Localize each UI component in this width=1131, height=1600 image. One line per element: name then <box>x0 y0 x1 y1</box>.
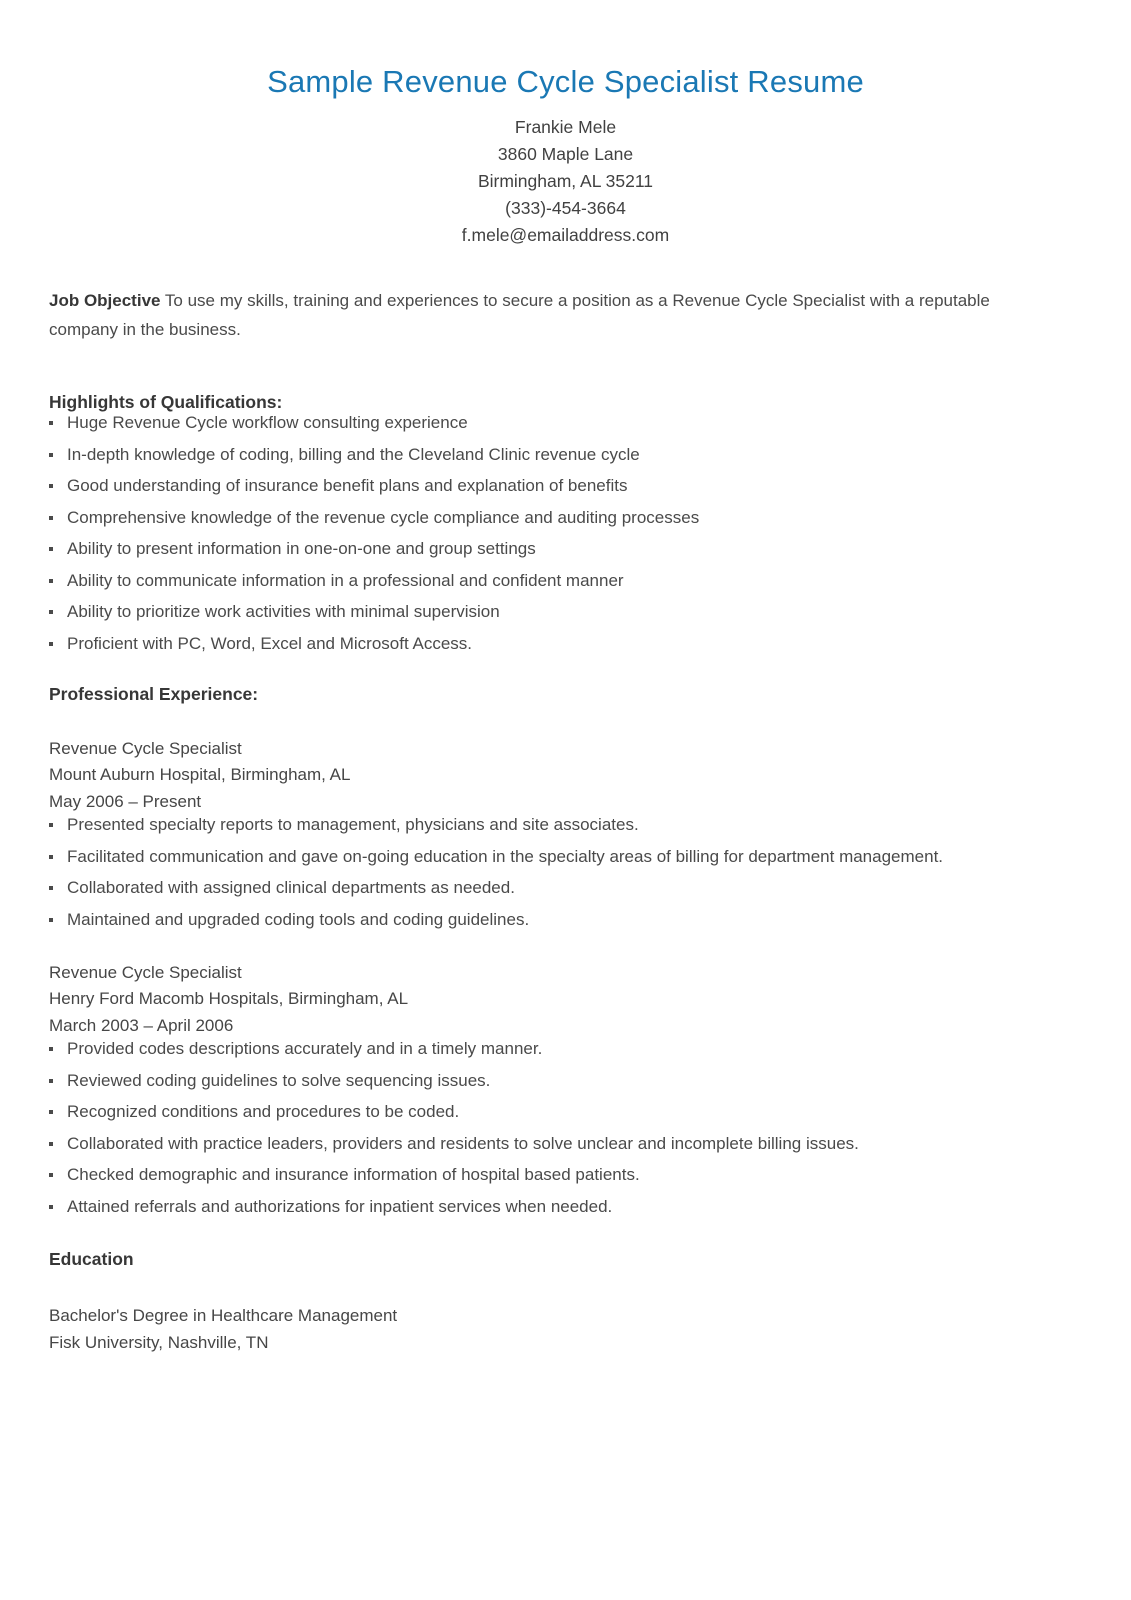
job-dates: May 2006 – Present <box>49 791 202 811</box>
job-duty-item: Collaborated with assigned clinical departments as needed. <box>49 878 1032 897</box>
qualification-item: Ability to prioritize work activities with minimal supervision <box>49 602 1032 621</box>
job-employer: Henry Ford Macomb Hospitals, Birmingham, AL <box>49 989 409 1008</box>
job-duty-item: Checked demographic and insurance information of hospital based patients. <box>49 1165 1032 1184</box>
qualification-item: In-depth knowledge of coding, billing and the Cleveland Clinic revenue cycle <box>49 445 1032 464</box>
qualifications-list <box>49 413 1032 653</box>
job-duties-list <box>49 815 1032 929</box>
job-duty-item: Reviewed coding guidelines to solve sequencing issues. <box>49 1071 1032 1090</box>
job-title: Revenue Cycle Specialist <box>49 738 242 758</box>
qualification-item: Ability to communicate information in a professional and confident manner <box>49 571 1032 590</box>
education-school: Fisk University, Nashville, TN <box>49 1332 269 1352</box>
job-duty-item: Maintained and upgraded coding tools and coding guidelines. <box>49 910 1032 929</box>
qualifications-heading: Highlights of Qualifications: <box>49 392 283 412</box>
job-header <box>49 960 1032 1040</box>
qualification-item: Ability to present information in one-on-one and group settings <box>49 539 1032 558</box>
job-title: Revenue Cycle Specialist <box>49 962 242 982</box>
qualification-item: Proficient with PC, Word, Excel and Microsoft Access. <box>49 634 1032 653</box>
job-duty-item: Presented specialty reports to management, physicians and site associates. <box>49 815 1032 834</box>
education-heading: Education <box>49 1248 134 1269</box>
job-duties-list <box>49 1039 1032 1216</box>
job-duty-item: Provided codes descriptions accurately and in a timely manner. <box>49 1039 1032 1058</box>
resume-body <box>49 286 1032 1356</box>
contact-block <box>0 114 1131 249</box>
contact-address-street: 3860 Maple Lane <box>497 144 634 164</box>
qualification-item: Huge Revenue Cycle workflow consulting experience <box>49 413 1032 432</box>
education-block <box>49 1302 1032 1356</box>
job-duty-item: Recognized conditions and procedures to be coded. <box>49 1102 1032 1121</box>
job-employer: Mount Auburn Hospital, Birmingham, AL <box>49 765 351 784</box>
qualification-item: Comprehensive knowledge of the revenue cycle compliance and auditing processes <box>49 508 1032 527</box>
page-title: Sample Revenue Cycle Specialist Resume <box>267 64 864 99</box>
contact-name: Frankie Mele <box>514 117 617 137</box>
job-header <box>49 736 1032 816</box>
job-objective-paragraph <box>49 286 1032 344</box>
qualification-item: Good understanding of insurance benefit plans and explanation of benefits <box>49 476 1032 495</box>
contact-phone: (333)-454-3664 <box>505 198 626 218</box>
experience-heading: Professional Experience: <box>49 683 259 704</box>
job-duty-item: Collaborated with practice leaders, providers and residents to solve unclear and incomplete billing issues. <box>49 1134 1032 1153</box>
job-duty-item: Attained referrals and authorizations for inpatient services when needed. <box>49 1197 1032 1216</box>
job-objective-text: To use my skills, training and experiences to secure a position as a Revenue Cycle Specialist with a reputable company in the business. <box>49 291 990 339</box>
job-duty-item: Facilitated communication and gave on-going education in the specialty areas of billing for department management. <box>49 847 1032 866</box>
job-dates: March 2003 – April 2006 <box>49 1015 234 1035</box>
contact-email: f.mele@emailaddress.com <box>461 225 670 245</box>
education-degree: Bachelor's Degree in Healthcare Management <box>49 1305 398 1325</box>
job-objective-label: Job Objective <box>49 291 161 310</box>
contact-address-city: Birmingham, AL 35211 <box>477 171 654 191</box>
